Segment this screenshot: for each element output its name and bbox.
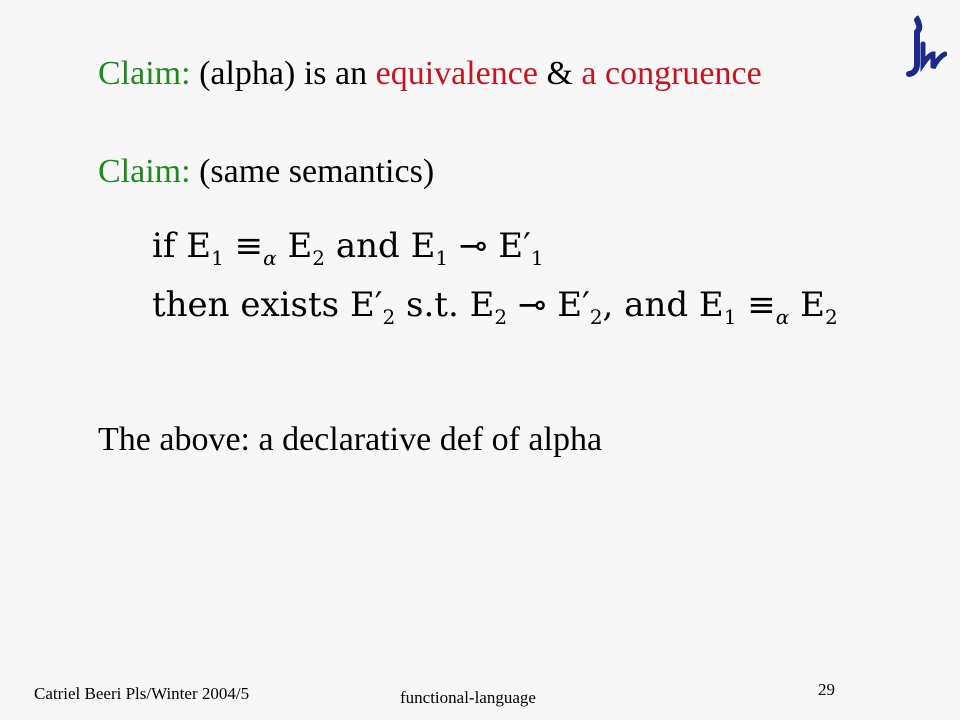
claim-prefix: Claim: [98, 153, 200, 190]
e-symbol: E [498, 226, 524, 266]
declarative-def-text: The above: a declarative def of alpha [98, 421, 603, 458]
e-symbol: E [557, 285, 583, 325]
e-symbol: E [800, 285, 825, 325]
comma: , [602, 285, 625, 325]
claim-prefix: Claim: [98, 55, 200, 92]
equiv-symbol: ≡ [736, 285, 776, 325]
e-symbol: E [287, 226, 313, 266]
alpha-subscript: α [263, 246, 277, 270]
subscript-1: 1 [211, 246, 224, 270]
page-number: 29 [818, 680, 835, 699]
equiv-symbol: ≡ [223, 226, 264, 266]
such-that-text: s.t. [395, 285, 470, 325]
subscript-2: 2 [312, 246, 326, 270]
equivalence-text: equivalence [375, 55, 538, 92]
claim-semantics-text: (same semantics) [199, 153, 435, 190]
subscript-2: 2 [382, 305, 396, 329]
e-symbol: E [349, 285, 375, 325]
ampersand: & [537, 55, 582, 92]
prime-mark: ′ [523, 226, 531, 266]
formula-then [152, 285, 838, 329]
reduction-arrow: ⊸ [448, 226, 499, 266]
e-symbol: E [698, 285, 724, 325]
prime-mark: ′ [582, 285, 590, 325]
claim-equivalence [98, 54, 762, 94]
claim-same-semantics [98, 152, 434, 192]
footer-topic: functional-language [400, 688, 536, 707]
alpha-subscript: α [775, 305, 790, 329]
and-keyword: and [325, 226, 411, 266]
reduction-arrow: ⊸ [507, 285, 558, 325]
e-symbol: E [410, 226, 436, 266]
logo-icon [905, 14, 947, 82]
and-keyword: and [624, 285, 699, 325]
formula-if [152, 226, 544, 270]
e-symbol: E [186, 226, 212, 266]
if-keyword: if [152, 226, 187, 266]
prime-mark: ′ [374, 285, 383, 325]
subscript-2: 2 [589, 305, 603, 329]
subscript-2: 2 [824, 305, 838, 329]
e-symbol: E [469, 285, 495, 325]
footer-author: Catriel Beeri Pls/Winter 2004/5 [34, 684, 250, 703]
congruence-text: a congruence [581, 55, 762, 92]
subscript-1: 1 [530, 246, 544, 270]
claim-alpha-text: (alpha) is an [199, 55, 376, 92]
then-exists-text: then exists [152, 285, 350, 325]
subscript-1: 1 [723, 305, 737, 329]
subscript-2: 2 [494, 305, 508, 329]
subscript-1: 1 [435, 246, 449, 270]
